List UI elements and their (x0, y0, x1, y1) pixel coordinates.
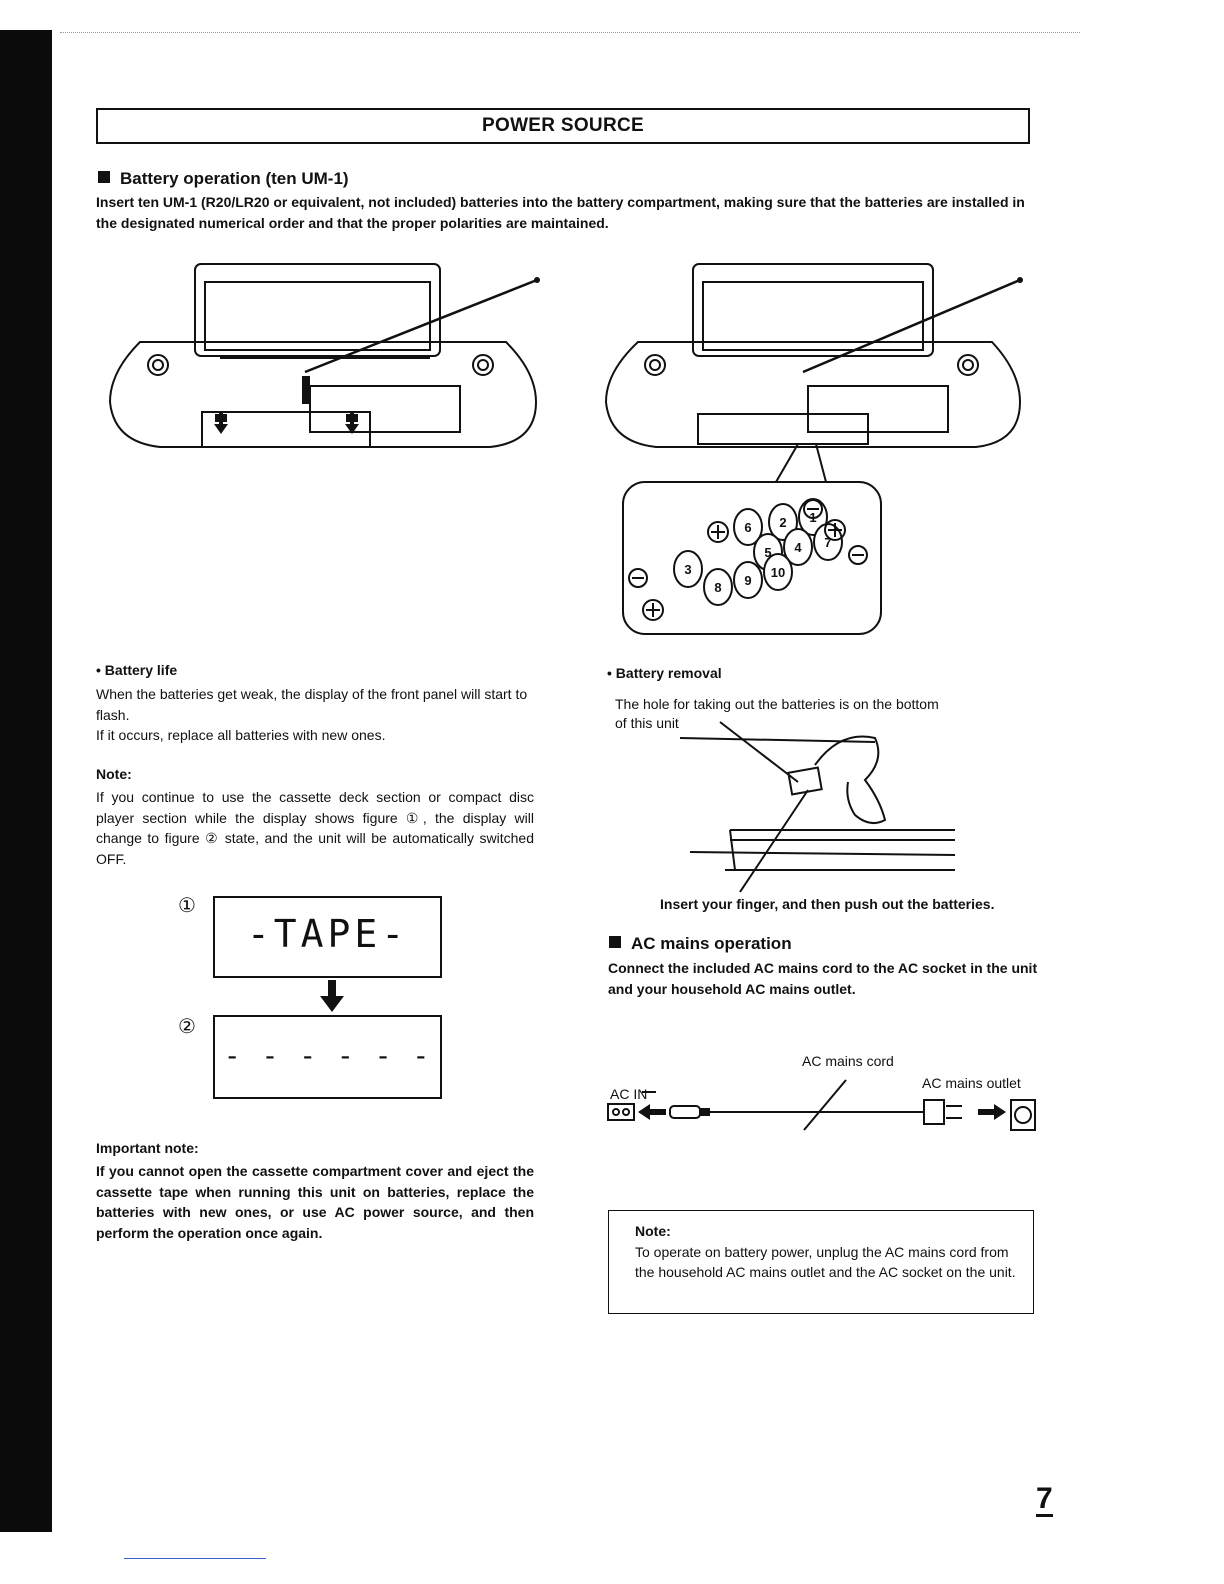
ac-cord-diagram (606, 1070, 1036, 1140)
display-figure-1 (213, 896, 442, 978)
scan-edge-bar (0, 30, 52, 1532)
battery-number: 8 (714, 580, 722, 595)
ac-operation-text: Connect the included AC mains cord to the AC socket in the unit and your household AC mains outlet. (608, 960, 1038, 997)
unit-illustration-left (100, 262, 545, 462)
battery-number: 5 (764, 545, 772, 560)
note1-heading: Note: (96, 766, 132, 782)
note2-box (608, 1210, 1034, 1314)
figure-1-marker: ① (178, 895, 196, 917)
important-note-text: If you cannot open the cassette compartment cover and eject the cassette tape when running this unit on batteries, replace the batteries with new ones, or use AC power source, and then perform the operation once again. (96, 1163, 534, 1241)
battery-life-heading: • Battery life (96, 662, 178, 678)
ac-in-label: AC IN (610, 1086, 648, 1102)
battery-number: 1 (809, 510, 817, 525)
down-arrow-icon (318, 980, 346, 1014)
ac-mains-cord-label: AC mains cord (802, 1053, 894, 1069)
battery-number: 9 (744, 573, 752, 588)
battery-number: 2 (779, 515, 787, 530)
note2-heading: Note: (635, 1223, 671, 1239)
battery-removal-illustration (680, 720, 970, 895)
ac-operation-heading (609, 934, 792, 954)
important-note-heading: Important note: (96, 1140, 199, 1156)
ac-mains-outlet-label: AC mains outlet (922, 1075, 1021, 1091)
battery-removal-heading: • Battery removal (607, 665, 722, 681)
battery-number: 4 (794, 540, 802, 555)
battery-operation-heading-text: Battery operation (ten UM-1) (120, 169, 349, 188)
battery-life-line1: When the batteries get weak, the display of the front panel will start to flash. (96, 686, 528, 723)
battery-number: 10 (770, 565, 786, 580)
square-bullet-icon (98, 171, 110, 183)
scan-top-edge (60, 32, 1080, 35)
battery-removal-caption: Insert your finger, and then push out the batteries. (660, 896, 995, 912)
ac-operation-heading-text: AC mains operation (631, 934, 792, 953)
battery-removal-line2: of this unit (615, 715, 679, 731)
page-number: 7 (1036, 1482, 1053, 1515)
footer-rule (124, 1558, 266, 1559)
battery-number: 7 (824, 535, 832, 550)
battery-operation-heading (98, 169, 349, 189)
display-figure-2 (213, 1015, 442, 1099)
figure-2-marker: ② (178, 1016, 196, 1038)
note1-text: If you continue to use the cassette deck section or compact disc player section while the display shows figure ①, the display will change to figure ② state, and the unit will be automatically switched OFF. (96, 789, 534, 867)
display-text-dashes: - - - - - - (223, 1039, 432, 1072)
battery-number: 3 (684, 562, 692, 577)
battery-operation-text: Insert ten UM-1 (R20/LR20 or equivalent, not included) batteries into the battery compartment, making sure that the batteries are installed in the designated numerical order and that the proper polarities are maintained. (96, 194, 1025, 231)
battery-removal-line1: The hole for taking out the batteries is on the bottom (615, 696, 939, 712)
square-bullet-icon (609, 936, 621, 948)
battery-life-line2: If it occurs, replace all batteries with new ones. (96, 727, 386, 743)
section-title: POWER SOURCE (96, 108, 1030, 144)
note2-text: To operate on battery power, unplug the AC mains cord from the household AC mains outlet and the AC socket on the unit. (635, 1243, 1016, 1280)
display-text-tape: -TAPE- (246, 912, 409, 956)
battery-number: 6 (744, 520, 752, 535)
unit-illustration-right (598, 262, 1033, 642)
